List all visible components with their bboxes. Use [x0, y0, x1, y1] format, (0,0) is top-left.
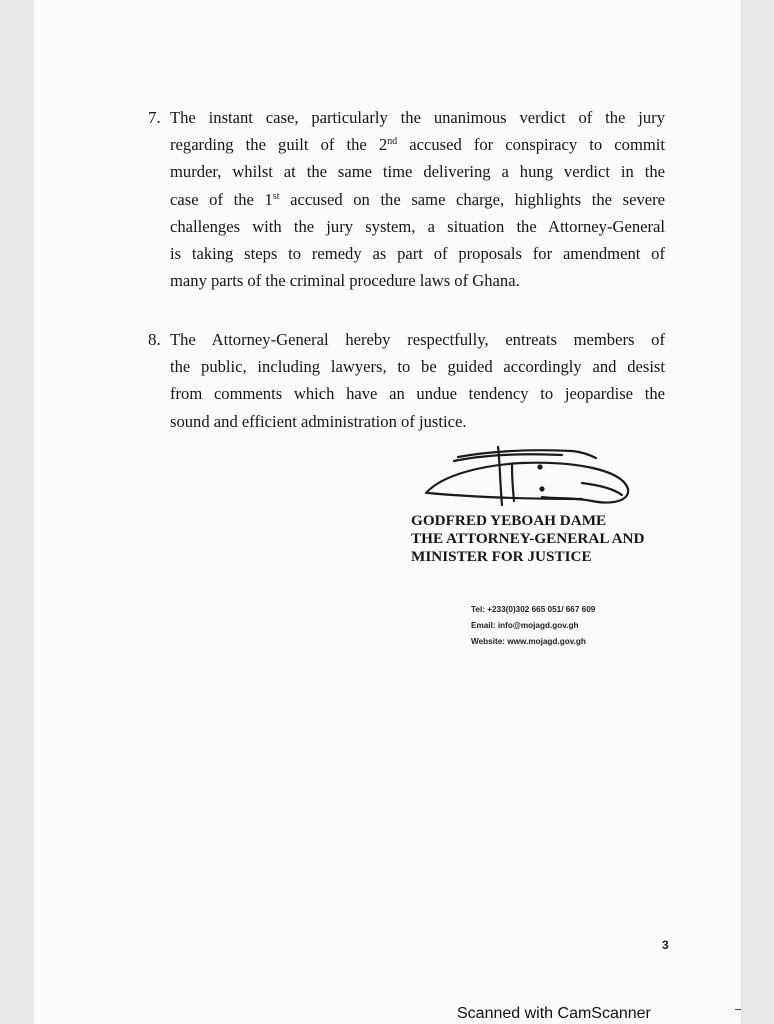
paragraph-number: 8.: [148, 330, 161, 349]
text-line: murder, whilst at the same time delivering a hung verdict in the: [170, 162, 665, 182]
contact-website: Website: www.mojagd.gov.gh: [471, 637, 586, 646]
ordinal-superscript: nd: [387, 136, 398, 148]
contact-tel: Tel: +233(0)302 665 051/ 667 609: [471, 605, 596, 614]
edge-mark: [735, 1009, 741, 1010]
contact-block: [471, 602, 595, 650]
text-line: many parts of the criminal procedure laws of Ghana.: [170, 271, 520, 291]
text-line: challenges with the jury system, a situation the Attorney-General: [170, 216, 665, 236]
document-page: [34, 0, 741, 1024]
text-line: The instant case, particularly the unanimous verdict of the jury: [170, 108, 665, 127]
paragraph-text: [170, 326, 665, 435]
signatory-title: MINISTER FOR JUSTICE: [411, 548, 592, 565]
paragraph-text: [170, 104, 665, 294]
paragraph-number: 7.: [148, 108, 161, 127]
signatory-title: THE ATTORNEY-GENERAL AND: [411, 530, 645, 547]
text-line: is taking steps to remedy as part of proposals for amendment of: [170, 244, 665, 264]
page-number: 3: [662, 938, 669, 952]
signatory-block: [411, 512, 645, 566]
text-line: regarding the guilt of the 2nd accused for conspiracy to commit: [170, 135, 665, 155]
text-line: sound and efficient administration of justice.: [170, 411, 467, 431]
signatory-name: GODFRED YEBOAH DAME: [411, 512, 607, 529]
text-line: from comments which have an undue tendency to jeopardise the: [170, 384, 665, 404]
scanner-watermark: Scanned with CamScanner: [457, 1005, 651, 1022]
contact-email: Email: info@mojagd.gov.gh: [471, 621, 579, 630]
text-line: the public, including lawyers, to be guided accordingly and desist: [170, 357, 665, 377]
ordinal-superscript: st: [272, 190, 280, 202]
text-line: The Attorney-General hereby respectfully, entreats members of: [170, 330, 665, 349]
handwritten-signature: [422, 443, 634, 513]
text-line: case of the 1st accused on the same charge, highlights the severe: [170, 189, 666, 209]
